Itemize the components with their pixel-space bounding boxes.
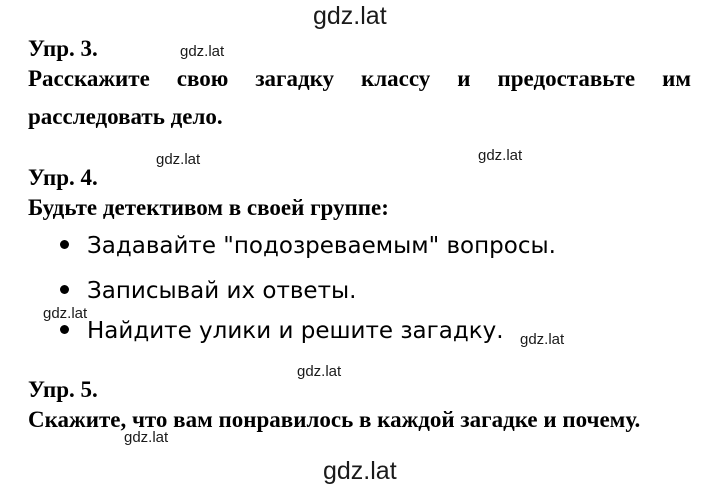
list-item (60, 278, 356, 304)
watermark: gdz.lat (43, 305, 88, 322)
watermark: gdz.lat (297, 363, 342, 380)
exercise-3-text-line-2: расследовать дело. (28, 104, 223, 129)
bullet-icon (60, 240, 69, 249)
list-item (60, 233, 556, 259)
word: классу (361, 66, 431, 91)
watermark: gdz.lat (156, 151, 201, 168)
word: загадку (255, 66, 335, 91)
word: и (457, 66, 471, 91)
watermark-top: gdz.lat (313, 2, 387, 30)
bullet-icon (60, 285, 69, 294)
exercise-3-text-line-1 (28, 66, 691, 92)
word: Расскажите (28, 66, 150, 91)
exercise-3-heading: Упр. 3. (28, 36, 98, 61)
word: предоставьте (497, 66, 636, 91)
bullet-icon (60, 325, 69, 334)
watermark: gdz.lat (478, 147, 523, 164)
list-item (60, 318, 504, 344)
watermark: gdz.lat (180, 43, 225, 60)
exercise-4-heading: Упр. 4. (28, 165, 98, 190)
watermark-bottom: gdz.lat (323, 457, 397, 485)
list-item-text: Найдите улики и решите загадку. (87, 318, 504, 344)
watermark: gdz.lat (124, 429, 169, 446)
list-item-text: Записывай их ответы. (87, 278, 357, 304)
exercise-4-intro: Будьте детективом в своей группе: (28, 195, 389, 220)
exercise-5-text: Скажите, что вам понравилось в каждой загадке и почему. (28, 407, 641, 432)
word: свою (176, 66, 229, 91)
word: им (662, 66, 691, 91)
watermark: gdz.lat (520, 331, 565, 348)
list-item-text: Задавайте "подозреваемым" вопросы. (87, 233, 556, 259)
exercise-5-heading: Упр. 5. (28, 377, 98, 402)
